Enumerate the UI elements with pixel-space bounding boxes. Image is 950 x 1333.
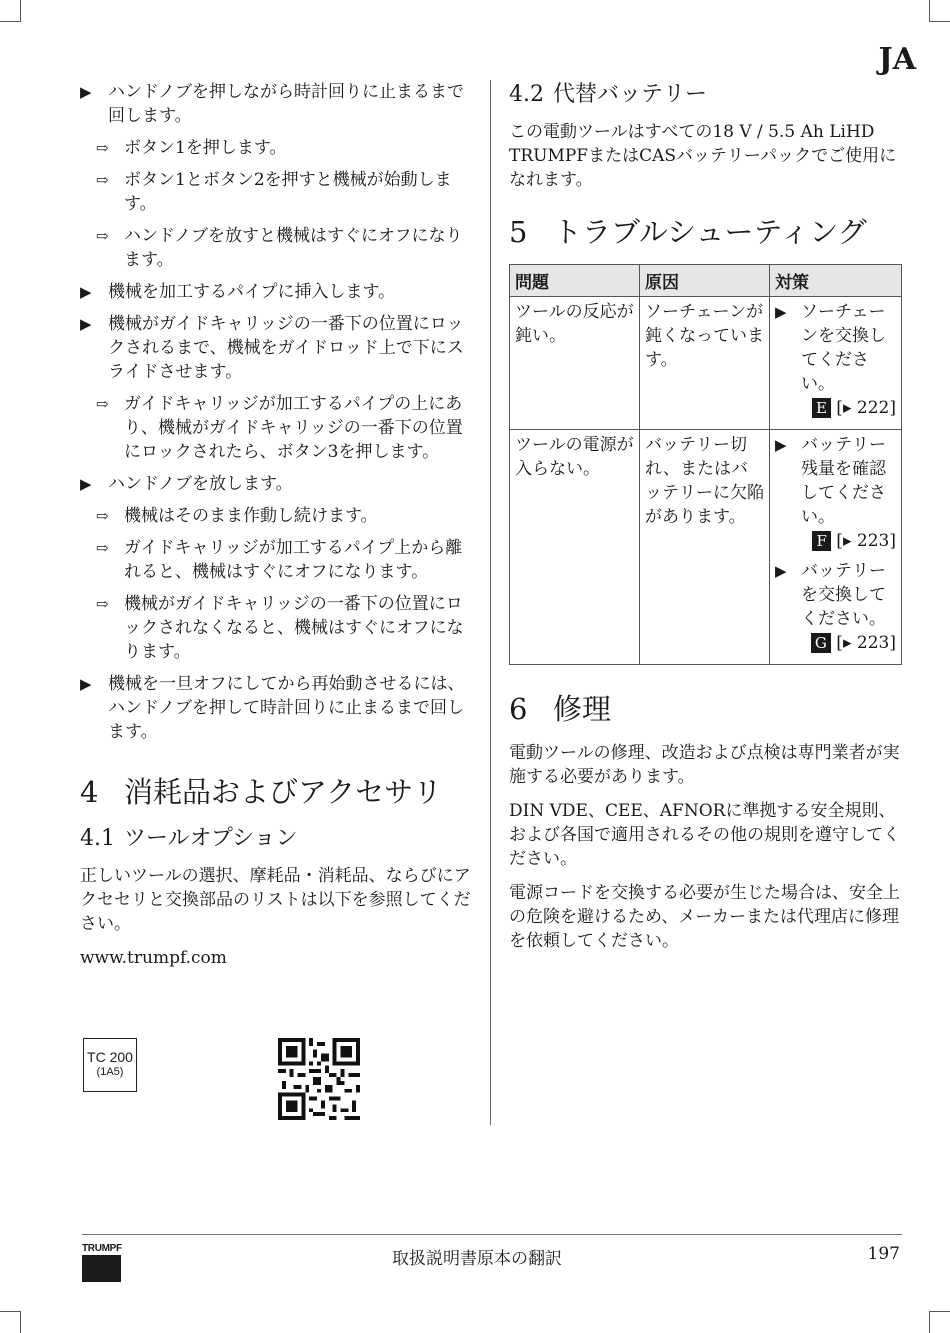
instruction-result (80, 504, 472, 528)
model-code-box (83, 1038, 137, 1092)
column-divider (490, 80, 491, 1125)
result-arrow-icon: ⇨ (96, 539, 109, 557)
instruction-result (80, 224, 472, 272)
bracket: [ (830, 531, 843, 551)
figure-reference[interactable] (801, 529, 896, 553)
step-arrow-icon: ▶ (775, 303, 787, 321)
trumpf-logo (82, 1243, 122, 1282)
qr-code[interactable] (278, 1038, 360, 1120)
footer-rule (82, 1234, 902, 1235)
instruction-step (80, 472, 472, 496)
instruction-result (80, 392, 472, 464)
instruction-result (80, 536, 472, 584)
crop-mark (20, 1311, 21, 1333)
battery-text: この電動ツールはすべての18 V / 5.5 Ah LiHD TRUMPFまたはCASバッテリーパックでご使用になれます。 (509, 122, 897, 190)
remedy-text: バッテリー残量を確認してください。 (801, 435, 886, 527)
crop-mark (930, 21, 950, 22)
problem-cell: ツールの反応が鈍い。 (510, 297, 640, 430)
troubleshooting-table (509, 264, 902, 665)
crop-mark (930, 1311, 950, 1312)
figure-label: E (812, 398, 831, 418)
instruction-text: 機械はそのまま作動し続けます。 (124, 506, 378, 526)
result-arrow-icon: ⇨ (96, 227, 109, 245)
figure-label: F (812, 531, 830, 551)
result-arrow-icon: ⇨ (96, 139, 109, 157)
instruction-text: ハンドノブを放すと機械はすぐにオフになります。 (124, 226, 463, 270)
bracket: ] (889, 531, 896, 551)
logo-block (82, 1255, 121, 1282)
instruction-text: ボタン1とボタン2を押すと機械が始動します。 (124, 170, 452, 214)
section-number: 4.1 (80, 826, 115, 851)
remedy-text: バッテリーを交換してください。 (801, 561, 886, 629)
column-header-remedy: 対策 (770, 265, 902, 297)
footer-title: 取扱説明書原本の翻訳 (392, 1249, 562, 1269)
instruction-text: ハンドノブを放します。 (108, 474, 293, 494)
remedy-cell (770, 430, 902, 665)
remedy-cell (770, 297, 902, 430)
page-ref-arrow-icon: ▸ (842, 531, 852, 551)
model-id: (1A5) (96, 1066, 124, 1078)
result-arrow-icon: ⇨ (96, 507, 109, 525)
tool-options-text: 正しいツールの選択、摩耗品・消耗品、ならびにアクセセリと交換部品のリストは以下を参照してください。 (80, 866, 471, 934)
crop-mark (0, 1311, 20, 1312)
instruction-result (80, 592, 472, 664)
section-number: 6 (509, 692, 528, 726)
bracket: ] (889, 398, 896, 418)
step-arrow-icon: ▶ (80, 83, 92, 101)
figure-label: G (811, 633, 831, 653)
section-4-2-heading (509, 80, 901, 110)
remedy-action (775, 559, 896, 655)
figure-reference[interactable] (801, 631, 896, 655)
page-reference: 223 (856, 531, 890, 551)
instruction-text: ボタン1を押します。 (124, 138, 287, 158)
cause-cell: バッテリー切れ、またはバッテリーに欠陥があります。 (640, 430, 770, 665)
section-4-heading (80, 774, 472, 810)
column-header-problem: 問題 (510, 265, 640, 297)
page-reference: 223 (856, 633, 890, 653)
repair-paragraph: DIN VDE、CEE、AFNORに準拠する安全規則、および各国で適用されるその他の規則を遵守してください。 (509, 801, 900, 869)
left-column (80, 80, 472, 1078)
section-5-heading (509, 214, 901, 250)
instruction-result (80, 136, 472, 160)
result-arrow-icon: ⇨ (96, 595, 109, 613)
crop-mark (0, 21, 20, 22)
model-name: TC 200 (87, 1049, 133, 1065)
section-title: 消耗品およびアクセサリ (124, 775, 443, 809)
right-column (509, 80, 901, 963)
instruction-text: ハンドノブを押しながら時計回りに止まるまで回します。 (108, 82, 464, 126)
bracket: [ (830, 398, 843, 418)
instruction-step (80, 672, 472, 744)
page-ref-arrow-icon: ▸ (842, 398, 852, 418)
page-ref-arrow-icon: ▸ (842, 633, 852, 653)
section-title: 修理 (553, 692, 612, 726)
remedy-action (775, 300, 896, 420)
page-reference: 222 (856, 398, 890, 418)
instruction-step (80, 280, 472, 304)
repair-paragraph: 電源コードを交換する必要が生じた場合は、安全上の危険を避けるため、メーカーまたは代理店に修理を依頼してください。 (509, 883, 900, 951)
step-arrow-icon: ▶ (80, 675, 92, 693)
instruction-list (80, 80, 472, 744)
section-4-1-heading (80, 824, 472, 854)
section-number: 5 (509, 215, 528, 249)
section-title: ツールオプション (124, 826, 298, 851)
repair-paragraph: 電動ツールの修理、改造および点検は専門業者が実施する必要があります。 (509, 743, 900, 787)
instruction-text: 機械がガイドキャリッジの一番下の位置にロックされるまで、機械をガイドロッド上で下にスライドさせます。 (108, 314, 464, 382)
result-arrow-icon: ⇨ (96, 171, 109, 189)
section-title: トラブルシューティング (553, 215, 867, 249)
step-arrow-icon: ▶ (80, 283, 92, 301)
section-title: 代替バッテリー (553, 82, 708, 107)
instruction-text: ガイドキャリッジが加工するパイプの上にあり、機械がガイドキャリッジの一番下の位置にロックされたら、ボタン3を押します。 (124, 394, 463, 462)
column-header-cause: 原因 (640, 265, 770, 297)
section-number: 4.2 (509, 82, 544, 107)
instruction-step (80, 80, 472, 128)
page-number: 197 (867, 1244, 900, 1264)
instruction-result (80, 168, 472, 216)
remedy-action (775, 433, 896, 553)
step-arrow-icon: ▶ (80, 475, 92, 493)
crop-mark (929, 0, 930, 22)
cause-cell: ソーチェーンが鈍くなっています。 (640, 297, 770, 430)
bracket: ] (889, 633, 896, 653)
step-arrow-icon: ▶ (775, 562, 787, 580)
remedy-text: ソーチェーンを交換してください。 (801, 302, 886, 394)
brand-name: TRUMPF (82, 1243, 122, 1254)
table-row (510, 297, 902, 430)
website-link[interactable]: www.trumpf.com (80, 948, 227, 968)
table-row (510, 430, 902, 665)
instruction-text: 機械を一旦オフにしてから再始動させるには、ハンドノブを押して時計回りに止まるまで回します。 (108, 674, 465, 742)
problem-cell: ツールの電源が入らない。 (510, 430, 640, 665)
step-arrow-icon: ▶ (775, 436, 787, 454)
section-6-heading (509, 691, 901, 727)
section-number: 4 (80, 775, 99, 809)
instruction-text: ガイドキャリッジが加工するパイプ上から離れると、機械はすぐにオフになります。 (124, 538, 463, 582)
table-header-row (510, 265, 902, 297)
instruction-step (80, 312, 472, 384)
language-tag: JA (878, 42, 916, 77)
crop-mark (20, 0, 21, 22)
step-arrow-icon: ▶ (80, 315, 92, 333)
result-arrow-icon: ⇨ (96, 395, 109, 413)
instruction-text: 機械がガイドキャリッジの一番下の位置にロックされなくなると、機械はすぐにオフになります。 (124, 594, 464, 662)
crop-mark (929, 1311, 930, 1333)
figure-reference[interactable] (801, 396, 896, 420)
instruction-text: 機械を加工するパイプに挿入します。 (108, 282, 396, 302)
bracket: [ (830, 633, 843, 653)
